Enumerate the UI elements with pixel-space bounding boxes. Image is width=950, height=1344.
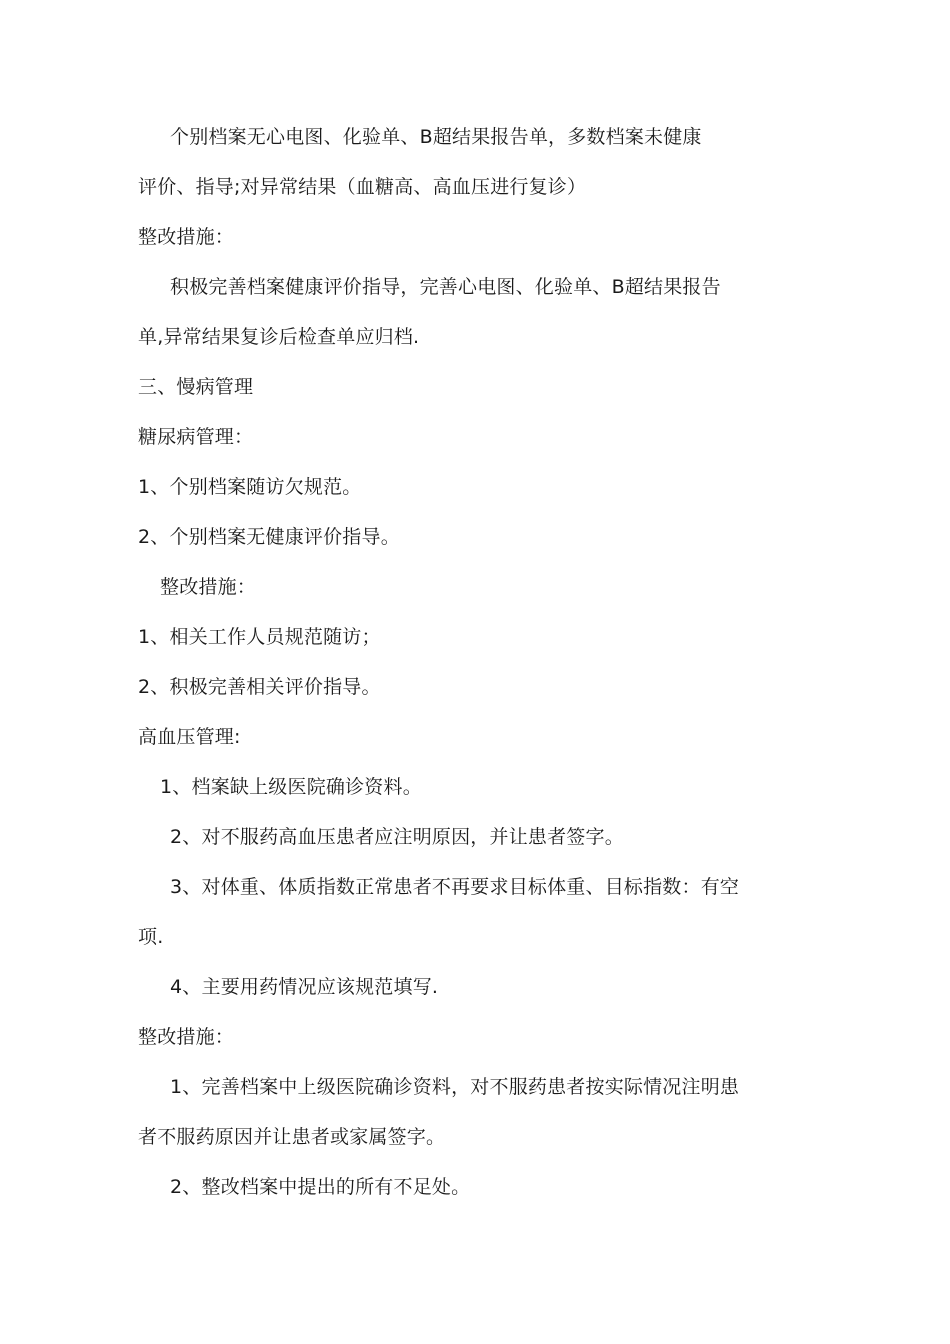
- list-item: 2、积极完善相关评价指导。: [138, 676, 381, 698]
- list-item: 2、对不服药高血压患者应注明原因，并让患者签字。: [170, 826, 624, 848]
- subheading-diabetes: 糖尿病管理：: [138, 426, 254, 448]
- list-item: 2、整改档案中提出的所有不足处。: [170, 1176, 471, 1198]
- list-item: 1、相关工作人员规范随访；: [138, 626, 381, 648]
- subheading-rectification: 整改措施：: [160, 576, 257, 598]
- section-heading-chronic-disease: 三、慢病管理: [138, 376, 254, 398]
- list-item: 4、主要用药情况应该规范填写.: [170, 976, 439, 998]
- list-item-continuation: 者不服药原因并让患者或家属签字。: [138, 1126, 446, 1148]
- paragraph-line-4: 单,异常结果复诊后检查单应归档.: [138, 326, 420, 348]
- list-item: 3、对体重、体质指数正常患者不再要求目标体重、目标指数：有空: [170, 876, 740, 898]
- list-item: 1、个别档案随访欠规范。: [138, 476, 362, 498]
- list-item: 2、个别档案无健康评价指导。: [138, 526, 400, 548]
- paragraph-line-1: 个别档案无心电图、化验单、B超结果报告单，多数档案未健康: [170, 126, 702, 148]
- list-item: 1、完善档案中上级医院确诊资料，对不服药患者按实际情况注明患: [170, 1076, 740, 1098]
- list-item-continuation: 项.: [138, 926, 164, 948]
- list-item: 1、档案缺上级医院确诊资料。: [160, 776, 422, 798]
- paragraph-line-2: 评价、指导;对异常结果（血糖高、高血压进行复诊）: [138, 176, 587, 198]
- subheading-rectification: 整改措施：: [138, 1026, 235, 1048]
- paragraph-line-3: 积极完善档案健康评价指导，完善心电图、化验单、B超结果报告: [170, 276, 721, 298]
- section-heading-rectification: 整改措施：: [138, 226, 235, 248]
- subheading-hypertension: 高血压管理:: [138, 726, 241, 748]
